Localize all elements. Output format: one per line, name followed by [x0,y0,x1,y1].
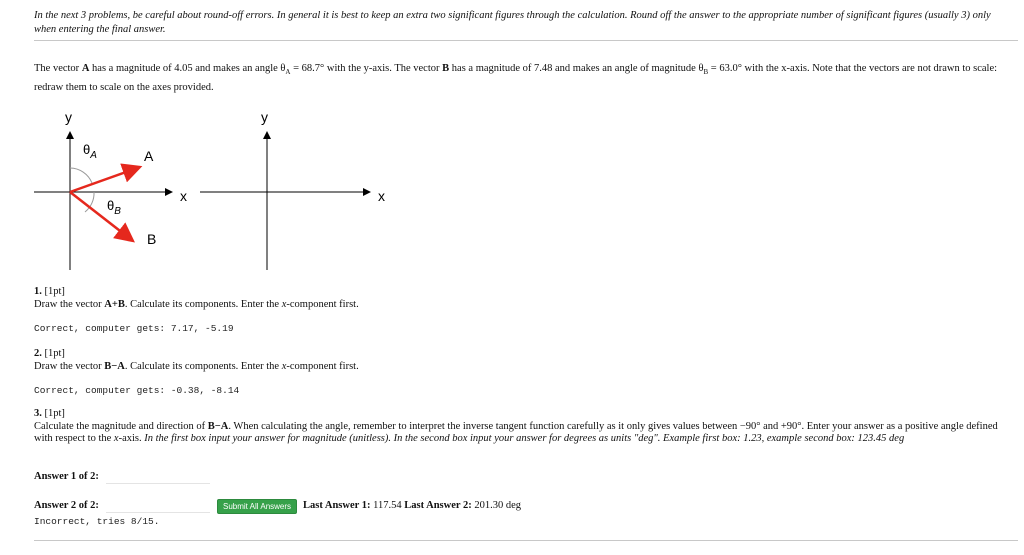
question-2-status: Correct, computer gets: -0.38, -8.14 [34,385,240,396]
question-3-number: 3. [34,408,42,419]
theta-b-label: $\theta_B$ [107,198,121,217]
vector-b-label: B [147,231,157,247]
question-2-number: 2. [34,348,42,359]
last-answers [303,500,521,511]
left-y-label: y [65,109,72,125]
question-3-text: Calculate the magnitude and direction of B−A. When calculating the angle, remember to interpret the inverse tangent function carefully as it only gives values between −90° and +90°. Enter your answer as a positive angle defined with respect to the x-axis. In the first box input your answer for magnitude (unitless). In the second box input your answer for degrees as units "deg". Example first box: 1.23, example second box: 123.45 deg [34,420,998,444]
question-3 [34,408,1019,446]
theta-a-label: $\theta_A$ [83,142,97,161]
question-1-status: Correct, computer gets: 7.17, -5.19 [34,323,234,334]
question-2-text: Draw the vector B−A. Calculate its components. Enter the x-component first. [34,360,359,372]
answer-1-input[interactable] [106,469,210,484]
submit-all-answers-button[interactable]: Submit All Answers [217,499,297,514]
question-2-points: [1pt] [44,348,65,359]
last-answer-1-label: Last Answer 1: [303,500,371,511]
question-1 [34,286,1019,311]
last-answer-2-value: 201.30 deg [474,500,522,511]
left-x-label: x [180,188,187,204]
right-y-label: y [261,109,268,125]
answer-1-label: Answer 1 of 2: [34,471,99,482]
problem-statement: The vector A has a magnitude of 4.05 and makes an angle $\theta_A = 68.7^\circ$ with the y-axis. The vector B has a magnitude of 7.48 and makes an angle of magnitude $\theta_B = 63.0^\circ$ with the x-axis. Note that the vectors are not drawn to scale: redraw them to scale on the axes provided. [34,63,998,94]
last-answer-2-label: Last Answer 2: [404,500,472,511]
vector-b-arrow [70,192,133,241]
intro-instructions: In the next 3 problems, be careful about round-off errors. In general it is best to keep an extra two significant figures through the calculation. Round off the answer to the appropriate number of significant figures (usually 3) only when entering the final answer. [34,10,991,35]
right-x-label: x [378,188,385,204]
bottom-divider [34,540,1018,541]
question-2 [34,348,1019,373]
answer-2-label: Answer 2 of 2: [34,500,99,511]
answer-2-input[interactable] [106,498,210,513]
question-3-points: [1pt] [44,408,65,419]
vector-figure [28,104,428,276]
vector-a-label: A [144,148,154,164]
last-answer-1-value: 117.54 [373,500,402,511]
theta-a-arc [70,168,92,183]
answer-status: Incorrect, tries 8/15. [34,516,160,527]
question-1-text: Draw the vector A+B. Calculate its components. Enter the x-component first. [34,298,359,310]
question-1-number: 1. [34,286,42,297]
question-1-points: [1pt] [44,286,65,297]
divider [34,40,1018,41]
